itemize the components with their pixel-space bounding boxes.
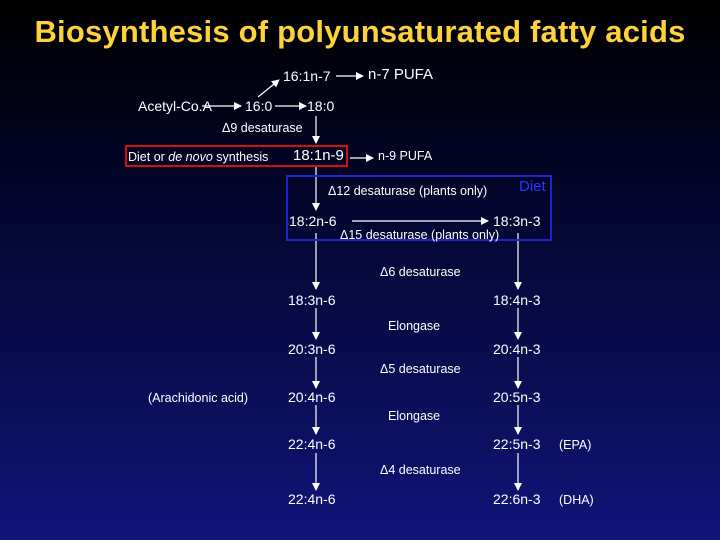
note-epa: (EPA) <box>559 438 592 452</box>
enzyme-d6-desaturase: Δ6 desaturase <box>380 265 461 279</box>
note-arachidonic-acid: (Arachidonic acid) <box>148 391 249 405</box>
node-20-4n3: 20:4n-3 <box>493 341 541 357</box>
diet-label: Diet <box>519 178 546 195</box>
node-22-5n3: 22:5n-3 <box>493 436 541 452</box>
enzyme-d4-desaturase: Δ4 desaturase <box>380 463 461 477</box>
node-22-6n3: 22:6n-3 <box>493 491 541 507</box>
enzyme-elongase-1: Elongase <box>388 319 441 333</box>
note-dha: (DHA) <box>559 493 594 507</box>
enzyme-d12-desaturase: Δ12 desaturase (plants only) <box>328 184 488 198</box>
enzyme-d5-desaturase: Δ5 desaturase <box>380 362 461 376</box>
slide-title: Biosynthesis of polyunsaturated fatty acids <box>34 14 686 49</box>
node-18-1n9: 18:1n-9 <box>293 147 344 164</box>
node-n9-pufa: n-9 PUFA <box>378 149 433 163</box>
node-22-4n6: 22:4n-6 <box>288 436 336 452</box>
enzyme-d15-desaturase: Δ15 desaturase (plants only) <box>340 228 500 242</box>
node-acetyl-coa: Acetyl-Co.A <box>138 98 212 114</box>
node-18-3n3: 18:3n-3 <box>493 213 541 229</box>
enzyme-elongase-2: Elongase <box>388 409 441 423</box>
enzyme-d9-desaturase: Δ9 desaturase <box>222 121 303 135</box>
node-16-1n7: 16:1n-7 <box>283 68 331 84</box>
node-20-5n3: 20:5n-3 <box>493 389 541 405</box>
arrow-16-0-to-16-1n7 <box>258 80 279 97</box>
node-16-0: 16:0 <box>245 98 273 114</box>
node-18-3n6: 18:3n-6 <box>288 292 336 308</box>
node-n7-pufa: n-7 PUFA <box>368 66 434 83</box>
diet-de-novo-label: Diet or de novo synthesis <box>128 150 269 164</box>
node-18-2n6: 18:2n-6 <box>289 213 337 229</box>
node-18-4n3: 18:4n-3 <box>493 292 541 308</box>
node-18-0: 18:0 <box>307 98 335 114</box>
node-20-4n6: 20:4n-6 <box>288 389 336 405</box>
node-20-3n6: 20:3n-6 <box>288 341 336 357</box>
node-22-4n6-second: 22:4n-6 <box>288 491 336 507</box>
